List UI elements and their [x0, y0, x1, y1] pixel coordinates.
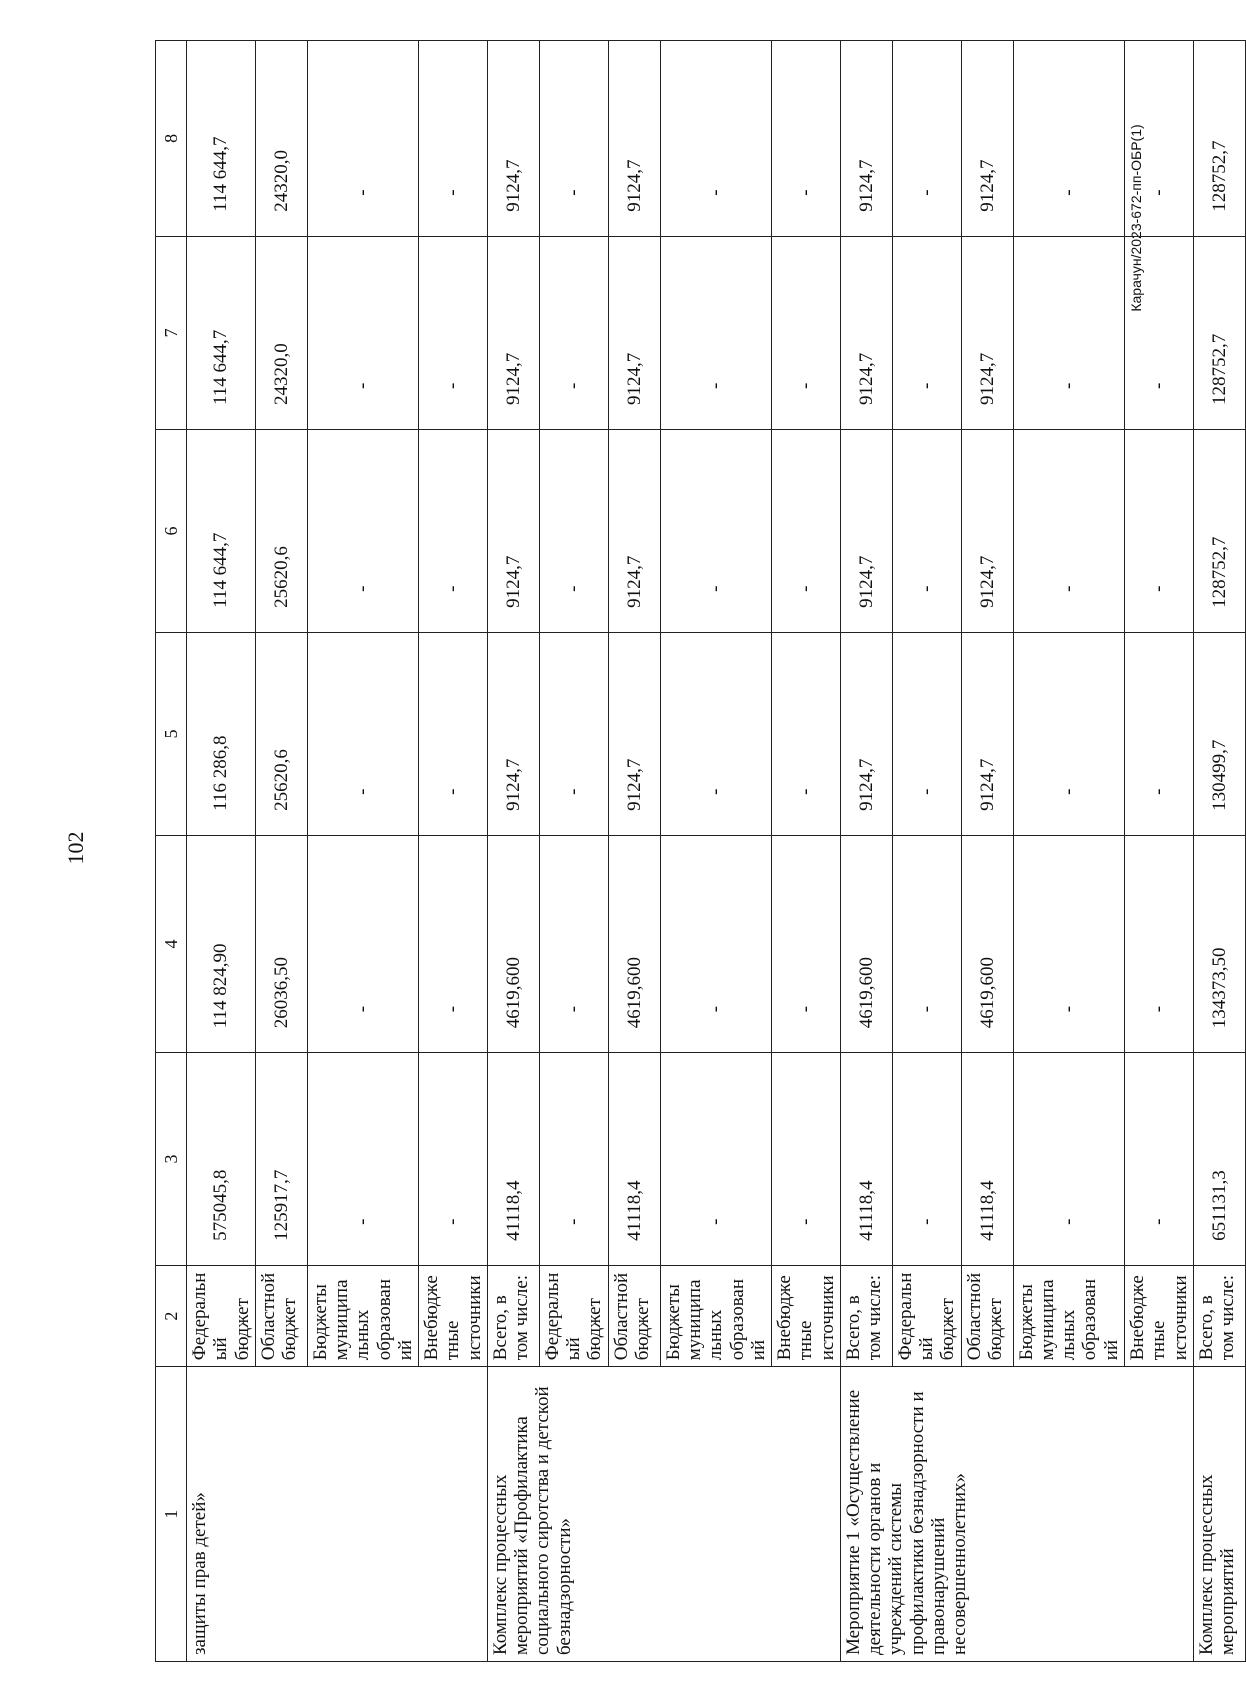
document-id: Карачун/2023-672-пп-ОБР(1) — [1128, 124, 1144, 312]
amount-cell: 114 644,7 — [187, 41, 256, 237]
amount-cell: 9124,7 — [840, 236, 892, 429]
funding-source-cell: Внебюджетные источники — [772, 1265, 841, 1366]
amount-cell: - — [307, 632, 418, 835]
table-row — [1193, 41, 1245, 1662]
amount-cell: 575045,8 — [187, 1053, 256, 1266]
amount-cell: 9124,7 — [608, 236, 660, 429]
amount-cell: 9124,7 — [961, 236, 1013, 429]
amount-cell: 24320,0 — [255, 41, 307, 237]
amount-cell: 9124,7 — [608, 632, 660, 835]
amount-cell: 4619,600 — [961, 835, 1013, 1052]
program-title-cell: Мероприятие 1 «Осуществление деятельности органов и учреждений системы профилактики безнадзорности и правонарушений несовершеннолетних» — [840, 1367, 1193, 1662]
amount-cell: - — [660, 632, 771, 835]
amount-cell: - — [1124, 632, 1193, 835]
amount-cell: - — [1124, 1053, 1193, 1266]
budget-table — [155, 40, 1246, 1662]
amount-cell: 125917,7 — [255, 1053, 307, 1266]
amount-cell: 9124,7 — [840, 430, 892, 633]
amount-cell: - — [419, 632, 488, 835]
amount-cell: - — [660, 236, 771, 429]
amount-cell: 24320,0 — [255, 236, 307, 429]
amount-cell: - — [539, 41, 608, 237]
amount-cell: 25620,6 — [255, 430, 307, 633]
column-number: 5 — [156, 632, 187, 835]
amount-cell: - — [1124, 236, 1193, 429]
amount-cell: 128752,7 — [1193, 236, 1245, 429]
amount-cell: 41118,4 — [608, 1053, 660, 1266]
amount-cell: - — [892, 835, 961, 1052]
funding-source-cell: Областной бюджет — [961, 1265, 1013, 1366]
amount-cell: 9124,7 — [961, 430, 1013, 633]
amount-cell: - — [1124, 41, 1193, 237]
column-number: 4 — [156, 835, 187, 1052]
amount-cell: 130499,7 — [1193, 632, 1245, 835]
funding-source-cell: Областной бюджет — [608, 1265, 660, 1366]
amount-cell: - — [772, 835, 841, 1052]
amount-cell: 134373,50 — [1193, 835, 1245, 1052]
amount-cell: 114 644,7 — [187, 430, 256, 633]
funding-source-cell: Федеральный бюджет — [187, 1265, 256, 1366]
amount-cell: 41118,4 — [840, 1053, 892, 1266]
amount-cell: - — [419, 236, 488, 429]
program-title-cell: защиты прав детей» — [187, 1367, 488, 1662]
amount-cell: - — [419, 430, 488, 633]
amount-cell: - — [307, 236, 418, 429]
amount-cell: - — [419, 41, 488, 237]
program-title-cell: Комплекс процессных мероприятий «Профилактика социального сиротства и детской безнадзорности» — [487, 1367, 840, 1662]
budget-table-body — [156, 41, 1246, 1662]
funding-source-cell: Всего, в том числе: — [487, 1265, 539, 1366]
amount-cell: - — [660, 41, 771, 237]
amount-cell: 26036,50 — [255, 835, 307, 1052]
amount-cell: - — [539, 835, 608, 1052]
amount-cell: - — [660, 430, 771, 633]
amount-cell: 9124,7 — [961, 41, 1013, 237]
amount-cell: 4619,600 — [608, 835, 660, 1052]
amount-cell: - — [892, 430, 961, 633]
column-number: 2 — [156, 1265, 187, 1366]
amount-cell: 9124,7 — [961, 632, 1013, 835]
amount-cell: - — [1124, 430, 1193, 633]
amount-cell: - — [307, 430, 418, 633]
amount-cell: 128752,7 — [1193, 41, 1245, 237]
amount-cell: 114 824,90 — [187, 835, 256, 1052]
funding-source-cell: Федеральный бюджет — [539, 1265, 608, 1366]
table-row — [840, 41, 892, 1662]
amount-cell: 651131,3 — [1193, 1053, 1245, 1266]
amount-cell: - — [1013, 1053, 1124, 1266]
amount-cell: 41118,4 — [961, 1053, 1013, 1266]
amount-cell: 4619,600 — [487, 835, 539, 1052]
column-number-row — [156, 41, 187, 1662]
funding-source-cell: Всего, в том числе: — [840, 1265, 892, 1366]
amount-cell: 9124,7 — [840, 41, 892, 237]
amount-cell: - — [1013, 430, 1124, 633]
amount-cell: - — [772, 236, 841, 429]
funding-source-cell: Бюджеты муниципальных образований — [1013, 1265, 1124, 1366]
amount-cell: 114 644,7 — [187, 236, 256, 429]
amount-cell: - — [539, 430, 608, 633]
page-number: 102 — [63, 831, 88, 865]
amount-cell: - — [772, 1053, 841, 1266]
amount-cell: - — [892, 41, 961, 237]
amount-cell: - — [1013, 41, 1124, 237]
funding-source-cell: Бюджеты муниципальных образований — [307, 1265, 418, 1366]
amount-cell: - — [419, 835, 488, 1052]
amount-cell: - — [1013, 236, 1124, 429]
amount-cell: - — [892, 236, 961, 429]
amount-cell: 9124,7 — [608, 41, 660, 237]
funding-source-cell: Бюджеты муниципальных образований — [660, 1265, 771, 1366]
amount-cell: 116 286,8 — [187, 632, 256, 835]
amount-cell: 25620,6 — [255, 632, 307, 835]
funding-source-cell: Внебюджетные источники — [419, 1265, 488, 1366]
amount-cell: 128752,7 — [1193, 430, 1245, 633]
column-number: 8 — [156, 41, 187, 237]
amount-cell: - — [307, 41, 418, 237]
funding-source-cell: Всего, в том числе: — [1193, 1265, 1245, 1366]
amount-cell: 41118,4 — [487, 1053, 539, 1266]
amount-cell: - — [660, 835, 771, 1052]
amount-cell: - — [772, 632, 841, 835]
amount-cell: - — [307, 1053, 418, 1266]
amount-cell: - — [772, 41, 841, 237]
amount-cell: - — [660, 1053, 771, 1266]
funding-source-cell: Внебюджетные источники — [1124, 1265, 1193, 1366]
amount-cell: - — [1013, 835, 1124, 1052]
amount-cell: - — [539, 632, 608, 835]
column-number: 7 — [156, 236, 187, 429]
column-number: 1 — [156, 1367, 187, 1662]
amount-cell: - — [1124, 835, 1193, 1052]
amount-cell: 9124,7 — [487, 41, 539, 237]
program-title-cell: Комплекс процессных мероприятий — [1193, 1367, 1245, 1662]
amount-cell: - — [539, 1053, 608, 1266]
amount-cell: - — [892, 1053, 961, 1266]
amount-cell: - — [892, 632, 961, 835]
amount-cell: - — [307, 835, 418, 1052]
table-row — [187, 41, 256, 1662]
amount-cell: - — [539, 236, 608, 429]
funding-source-cell: Федеральный бюджет — [892, 1265, 961, 1366]
amount-cell: 9124,7 — [840, 632, 892, 835]
amount-cell: 4619,600 — [840, 835, 892, 1052]
amount-cell: - — [772, 430, 841, 633]
amount-cell: 9124,7 — [608, 430, 660, 633]
funding-source-cell: Областной бюджет — [255, 1265, 307, 1366]
amount-cell: 9124,7 — [487, 430, 539, 633]
amount-cell: 9124,7 — [487, 632, 539, 835]
amount-cell: 9124,7 — [487, 236, 539, 429]
column-number: 3 — [156, 1053, 187, 1266]
amount-cell: - — [419, 1053, 488, 1266]
column-number: 6 — [156, 430, 187, 633]
table-row — [487, 41, 539, 1662]
amount-cell: - — [1013, 632, 1124, 835]
